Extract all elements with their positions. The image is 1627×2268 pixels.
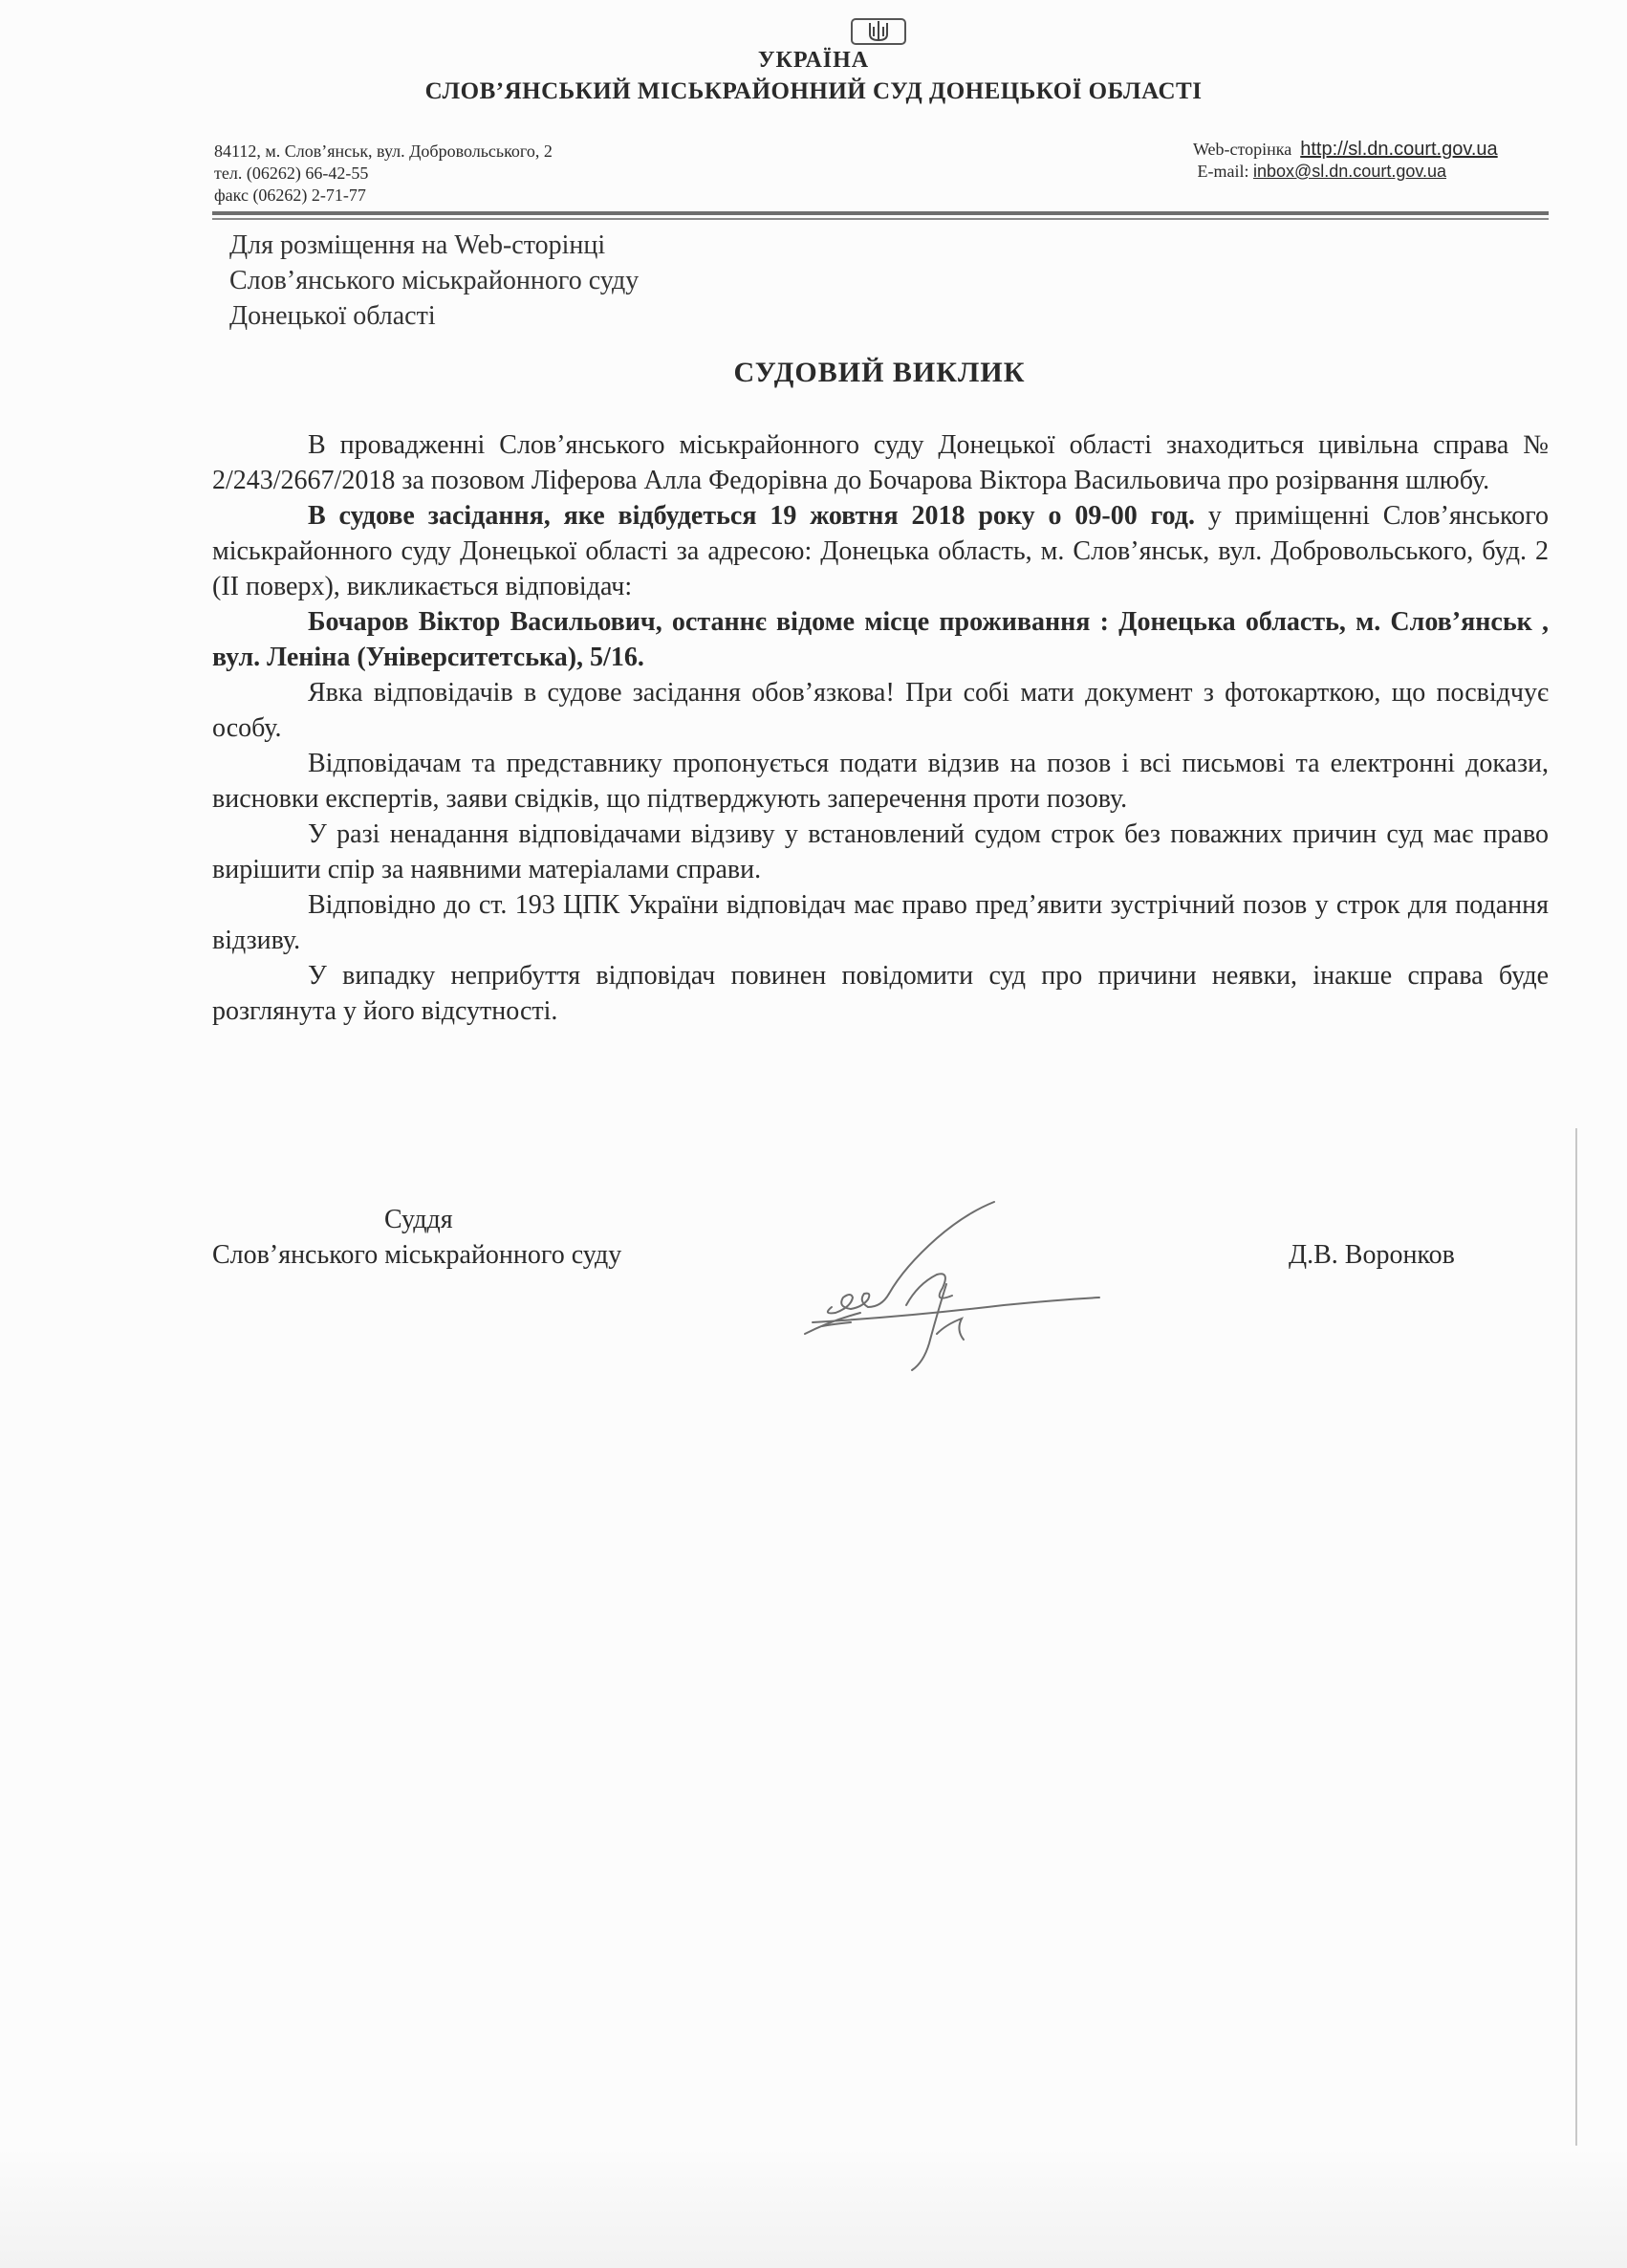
scan-shadow (0, 2146, 1627, 2268)
court-fax: факс (06262) 2-71-77 (214, 185, 366, 205)
email-link[interactable]: inbox@sl.dn.court.gov.ua (1252, 162, 1447, 181)
court-phone: тел. (06262) 66-42-55 (214, 164, 369, 183)
paragraph-hearing (212, 498, 1549, 604)
placement-line: Для розміщення на Web-сторінці (229, 230, 606, 260)
paragraph-defendant (212, 604, 1549, 675)
web-url-link[interactable]: http://sl.dn.court.gov.ua (1300, 139, 1498, 160)
paragraph-case: В провадженні Слов’янського міськрайонного суду Донецької області знаходиться цивільна справа № 2/243/2667/2018 за позовом Ліферова Алла Федорівна до Бочарова Віктора Васильовича про розірвання шлюбу. (212, 430, 1549, 495)
handwritten-signature (793, 1200, 1109, 1372)
judge-court: Слов’янського міськрайонного суду (212, 1240, 622, 1270)
paragraph-counterclaim: Відповідно до ст. 193 ЦПК України відповідач має право пред’явити зустрічний позов у строк для подання відзиву. (212, 890, 1549, 955)
judge-name: Д.В. Воронков (1289, 1240, 1455, 1270)
header-divider (212, 211, 1549, 215)
court-web-contacts (1193, 139, 1498, 183)
paragraph-attendance: Явка відповідачів в судове засідання обов’язкова! При собі мати документ з фотокарткою, що посвідчує особу. (212, 678, 1549, 743)
paragraph-no-response: У разі ненадання відповідачами відзиву у встановлений судом строк без поважних причин суд має право вирішити спір за наявними матеріалами справи. (212, 819, 1549, 884)
trident-emblem-icon (851, 13, 906, 48)
judge-title: Суддя (384, 1205, 453, 1234)
web-label: Web-сторінка (1193, 140, 1292, 159)
court-contacts (214, 141, 553, 207)
paragraph-absence: У випадку неприбуття відповідач повинен повідомити суд про причини неявки, інакше справа буде розглянута у його відсутності. (212, 961, 1549, 1026)
placement-note (229, 228, 639, 334)
paragraph-response: Відповідачам та представнику пропонується подати відзив на позов і всі письмові та електронні докази, висновки експертів, заяви свідків, що підтверджують заперечення проти позову. (212, 749, 1549, 814)
document-title: СУДОВИЙ ВИКЛИК (733, 357, 1026, 388)
email-label: E-mail: (1197, 162, 1249, 181)
hearing-location-text: у приміщенні Слов’янського міськрайонного суду Донецької області за адресою: Донецька область, м. Слов’янськ, вул. Добровольського, буд. 2 (ІІ поверх), викликається відповідач: (212, 501, 1549, 601)
court-name-heading: СЛОВ’ЯНСЬКИЙ МІСЬКРАЙОННИЙ СУД ДОНЕЦЬКОЇ ОБЛАСТІ (424, 78, 1203, 104)
scan-edge-line (1575, 1128, 1577, 2268)
summons-body (212, 427, 1549, 1029)
placement-line: Донецької області (229, 301, 436, 331)
header-divider-thin (212, 218, 1549, 220)
placement-line: Слов’янського міськрайонного суду (229, 266, 640, 295)
hearing-date-text: В судове засідання, яке відбудеться 19 жовтня 2018 року о 09-00 год. (308, 501, 1195, 531)
country-heading: УКРАЇНА (757, 48, 870, 73)
defendant-text: Бочаров Віктор Васильович, останнє відоме місце проживання : Донецька область, м. Слов’янськ , вул. Леніна (Університетська), 5/16. (212, 607, 1549, 672)
court-address: 84112, м. Слов’янськ, вул. Добровольського, 2 (214, 142, 553, 161)
